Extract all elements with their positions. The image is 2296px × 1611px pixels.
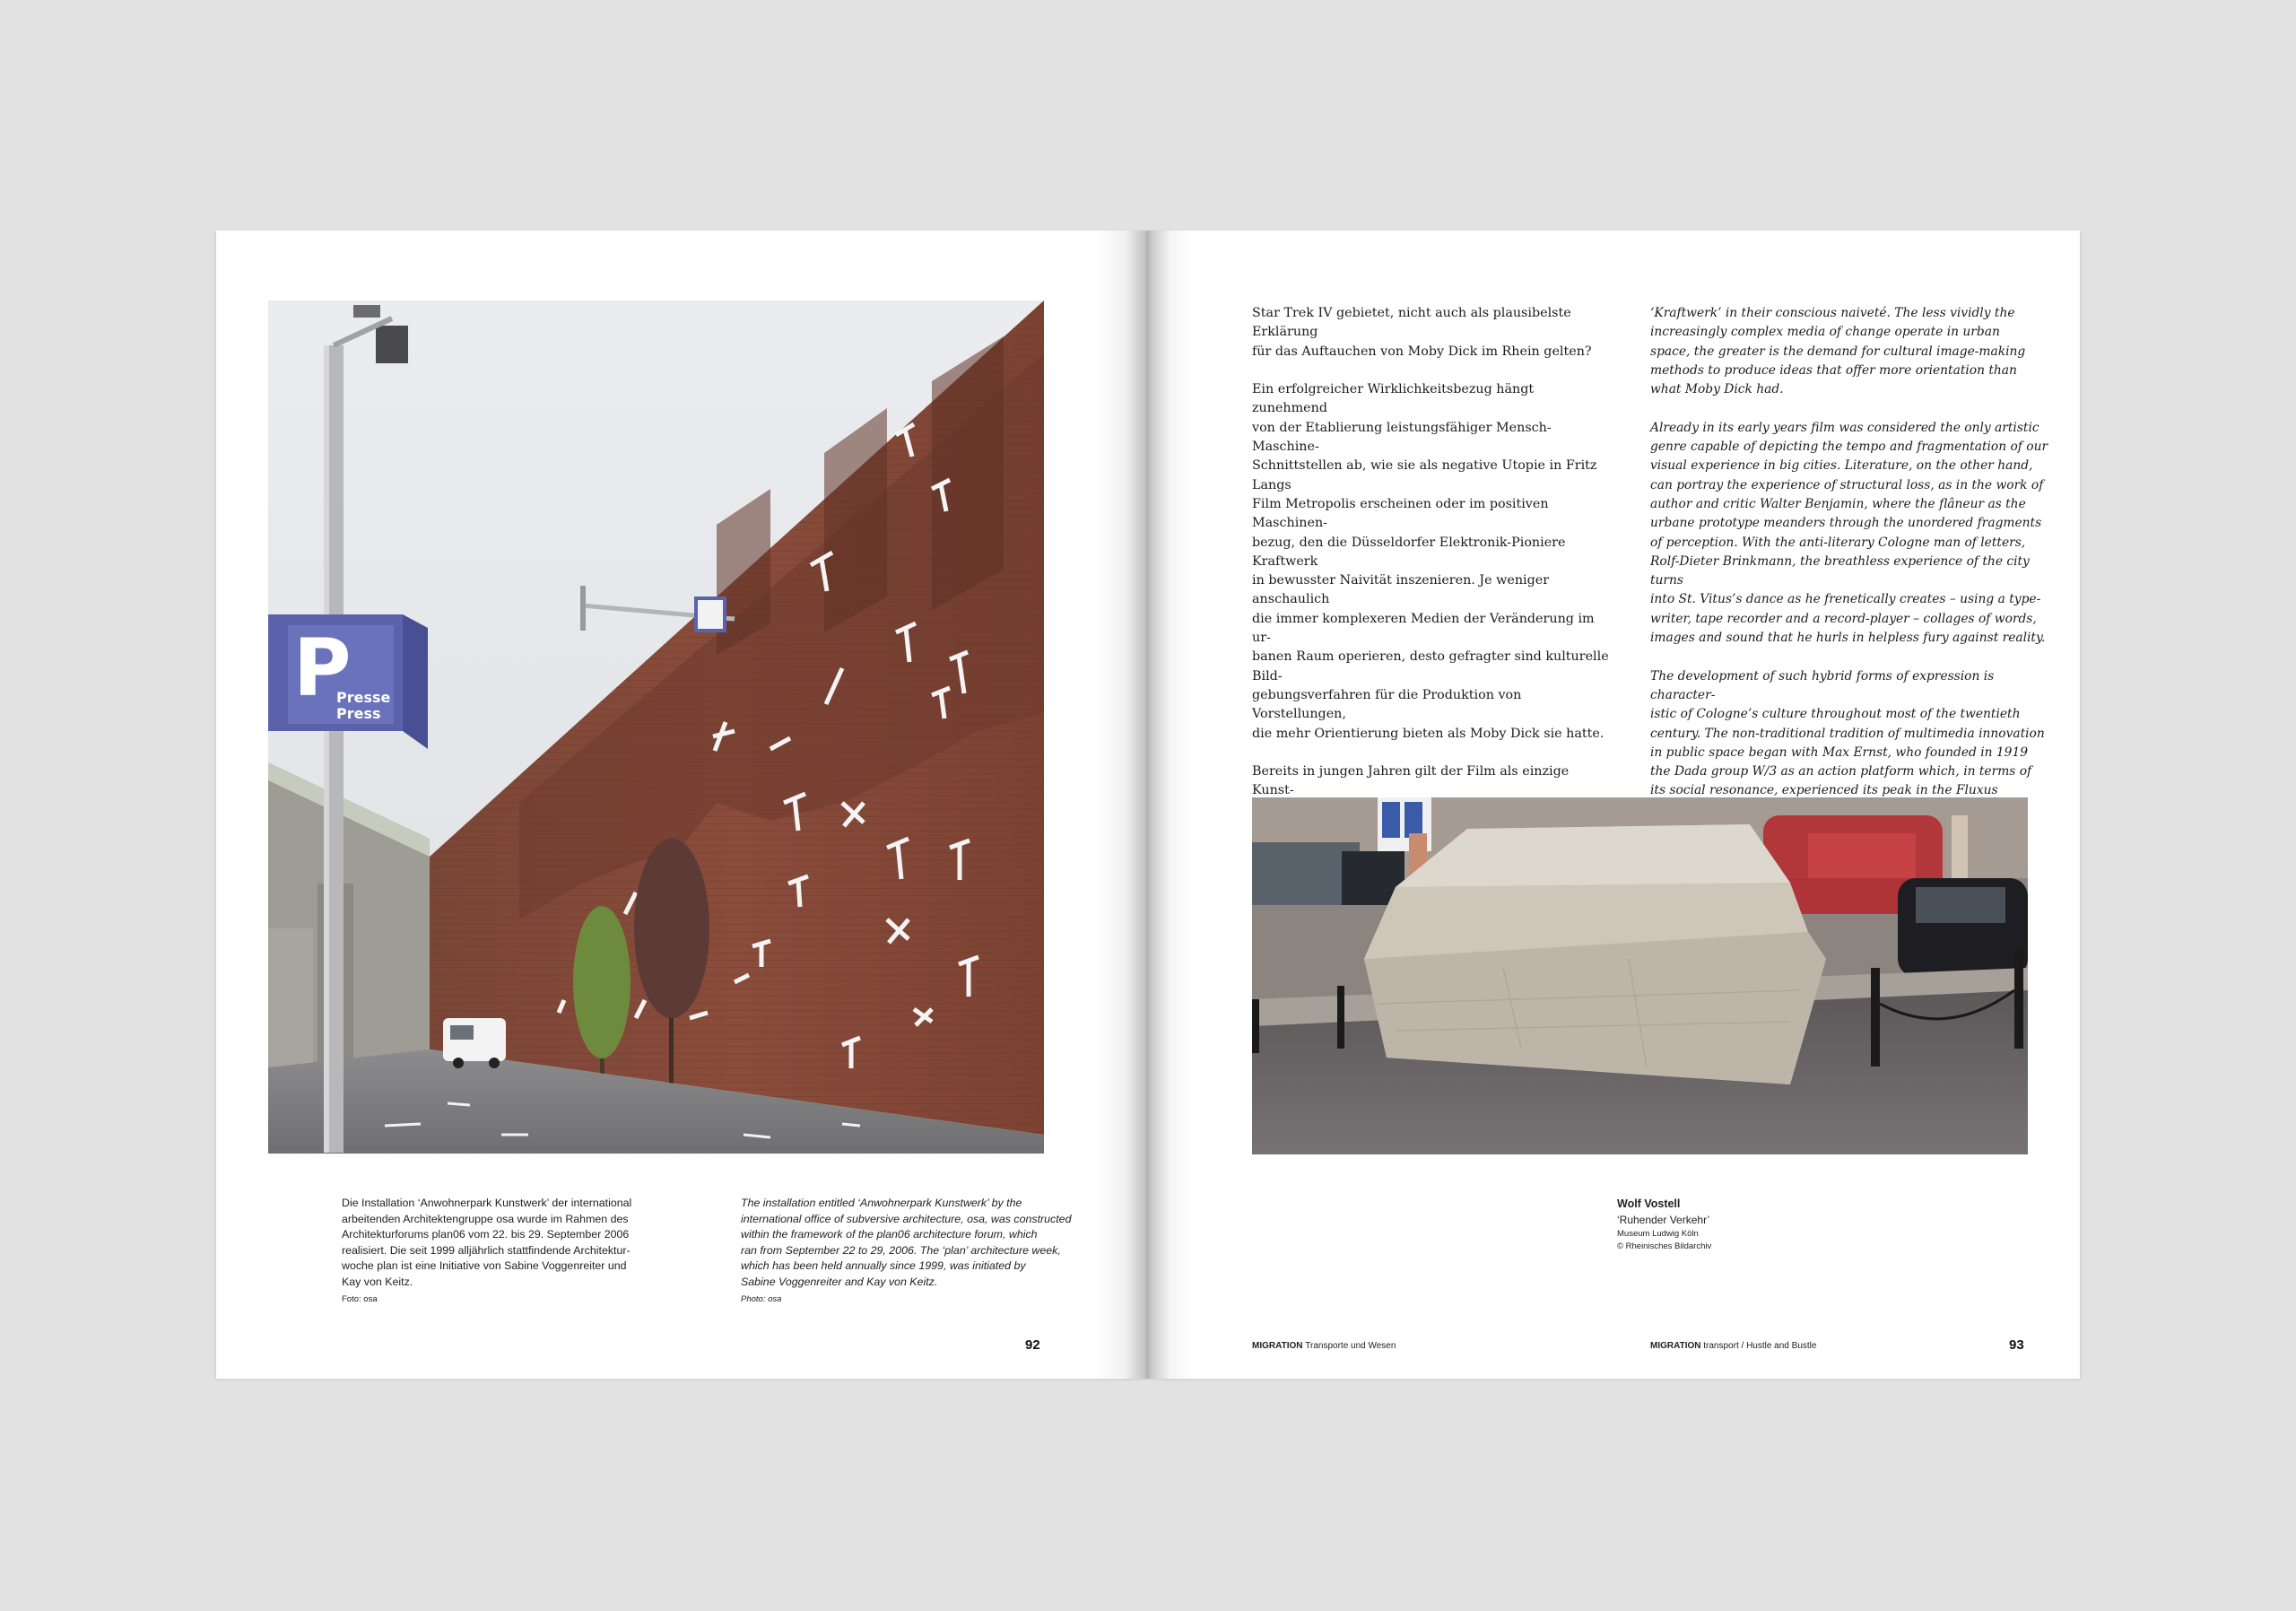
text-line: into St. Vitus’s dance as he frenetically creates – using a type-	[1650, 592, 2041, 607]
photo-brick-wall-installation	[268, 300, 1044, 1154]
sign-text-presse: Presse	[336, 689, 391, 706]
text-line: Bereits in jungen Jahren gilt der Film als einzige Kunst-	[1252, 764, 1570, 798]
text-line: in bewusster Naivität inszenieren. Je weniger anschaulich	[1252, 573, 1550, 607]
caption-line: Kay von Keitz.	[342, 1275, 413, 1288]
text-line: banen Raum operieren, desto gefragter sind kulturelle Bild-	[1252, 649, 1609, 684]
left-page	[216, 231, 1148, 1379]
text-line: die mehr Orientierung bieten als Moby Dick sie hatte.	[1252, 726, 1605, 741]
running-footer-bold: MIGRATION	[1650, 1341, 1701, 1351]
text-line: can portray the experience of structural loss, as in the work of	[1650, 477, 2044, 492]
text-line: The development of such hybrid forms of expression is character-	[1650, 668, 1995, 702]
text-line: Ein erfolgreicher Wirklichkeitsbezug hängt zunehmend	[1252, 382, 1535, 416]
text-line: methods to produce ideas that offer more orientation than	[1650, 362, 2017, 378]
caption-line: Die Installation ‘Anwohnerpark Kunstwerk’ der international	[342, 1197, 632, 1209]
caption-line: The installation entitled ‘Anwohnerpark Kunstwerk’ by the	[741, 1197, 1022, 1209]
text-line: Star Trek IV gebietet, nicht auch als plausibelste Erklärung	[1252, 306, 1571, 340]
caption-line: international office of subversive architecture, osa, was constructed	[741, 1212, 1072, 1225]
text-line: von der Etablierung leistungsfähiger Mensch-Maschine-	[1252, 420, 1552, 455]
text-line: images and sound that he hurls in helpless fury against reality.	[1650, 631, 2046, 646]
text-line: Schnittstellen ab, wie sie als negative Utopie in Fritz Langs	[1252, 458, 1597, 492]
text-line: increasingly complex media of change operate in urban	[1650, 325, 2000, 340]
text-line: für das Auftauchen von Moby Dick im Rhein gelten?	[1252, 344, 1592, 359]
caption-line: ran from September 22 to 29, 2006. The ‘plan’ architecture week,	[741, 1243, 1061, 1257]
text-line: bezug, den die Düsseldorfer Elektronik-Pioniere Kraftwerk	[1252, 535, 1566, 569]
photo-concrete-car-sculpture	[1252, 797, 2028, 1154]
gutter-shadow-right	[1148, 231, 1193, 1379]
credit-line: © Rheinisches Bildarchiv	[1617, 1241, 1712, 1251]
paragraph	[1650, 419, 2054, 649]
text-line: Already in its early years film was considered the only artistic	[1650, 420, 2039, 435]
running-footer-right	[1650, 1341, 1816, 1351]
sign-text-press: Press	[336, 705, 381, 722]
text-line: writer, tape recorder and a record-player – collages of words,	[1650, 611, 2037, 626]
text-line: ‘Kraftwerk’ in their conscious naiveté. The less vividly the	[1650, 306, 2015, 320]
caption-line: woche plan ist eine Initiative von Sabine Voggenreiter und	[342, 1259, 627, 1273]
caption-line: within the framework of the plan06 architecture forum, which	[741, 1228, 1038, 1241]
text-line: visual experience in big cities. Literature, on the other hand,	[1650, 458, 2033, 474]
text-line: in public space began with Max Ernst, who founded in 1919	[1650, 745, 2029, 760]
text-line: author and critic Walter Benjamin, where the flâneur as the	[1650, 496, 2026, 511]
photo-credit: Foto: osa	[342, 1293, 378, 1304]
magazine-spread	[216, 231, 2080, 1379]
text-line: the Dada group W/3 as an action platform which, in terms of	[1650, 764, 2032, 779]
text-line: urbane prototype meanders through the unordered fragments	[1650, 516, 2042, 531]
text-line: istic of Cologne’s culture throughout most of the twentieth	[1650, 707, 2021, 722]
running-footer-text: transport / Hustle and Bustle	[1703, 1341, 1817, 1351]
artist-name: Wolf Vostell	[1617, 1197, 1681, 1210]
text-line: space, the greater is the demand for cultural image-making	[1650, 344, 2026, 359]
caption-line: which has been held annually since 1999, was initiated by	[741, 1259, 1026, 1273]
caption-english	[741, 1196, 1100, 1306]
photo-credit: Photo: osa	[741, 1293, 782, 1304]
right-page	[1148, 231, 2080, 1379]
sign-letter: P	[293, 622, 352, 714]
caption-line: realisiert. Die seit 1999 alljährlich stattfindende Architektur-	[342, 1243, 631, 1257]
page-number-left: 92	[1025, 1337, 1040, 1353]
paragraph	[1650, 304, 2054, 399]
text-line: of perception. With the anti-literary Cologne man of letters,	[1650, 535, 2026, 550]
caption-line: Sabine Voggenreiter and Kay von Keitz.	[741, 1275, 938, 1288]
text-line: its social resonance, experienced its peak in the Fluxus	[1650, 783, 1998, 798]
caption-german	[342, 1196, 700, 1306]
caption-line: Architekturforums plan06 vom 22. bis 29. September 2006	[342, 1228, 630, 1241]
work-title: ‘Ruhender Verkehr’	[1617, 1214, 1710, 1226]
text-line: Rolf-Dieter Brinkmann, the breathless experience of the city turns	[1650, 553, 2030, 588]
running-footer-left	[1252, 1341, 1396, 1351]
paragraph	[1650, 667, 2054, 801]
gutter-shadow-left	[1094, 231, 1148, 1379]
text-line: Film Metropolis erscheinen oder im positiven Maschinen-	[1252, 496, 1549, 531]
paragraph	[1252, 380, 1611, 744]
caption-line: arbeitenden Architektengruppe osa wurde im Rahmen des	[342, 1212, 629, 1225]
running-footer-text: Transporte und Wesen	[1305, 1341, 1396, 1351]
text-line: gebungsverfahren für die Produktion von Vorstellungen,	[1252, 687, 1522, 722]
credit-line: Museum Ludwig Köln	[1617, 1229, 1699, 1239]
text-column-english	[1650, 304, 2054, 820]
text-line: genre capable of depicting the tempo and fragmentation of our	[1650, 440, 2048, 455]
sculpture-credit	[1617, 1196, 1886, 1253]
paragraph	[1252, 304, 1611, 361]
running-footer-bold: MIGRATION	[1252, 1341, 1303, 1351]
text-line: what Moby Dick had.	[1650, 382, 1784, 397]
text-line: century. The non-traditional tradition of multimedia innovation	[1650, 726, 2045, 741]
page-number-right: 93	[2009, 1337, 2024, 1353]
text-line: die immer komplexeren Medien der Veränderung im ur-	[1252, 611, 1595, 646]
